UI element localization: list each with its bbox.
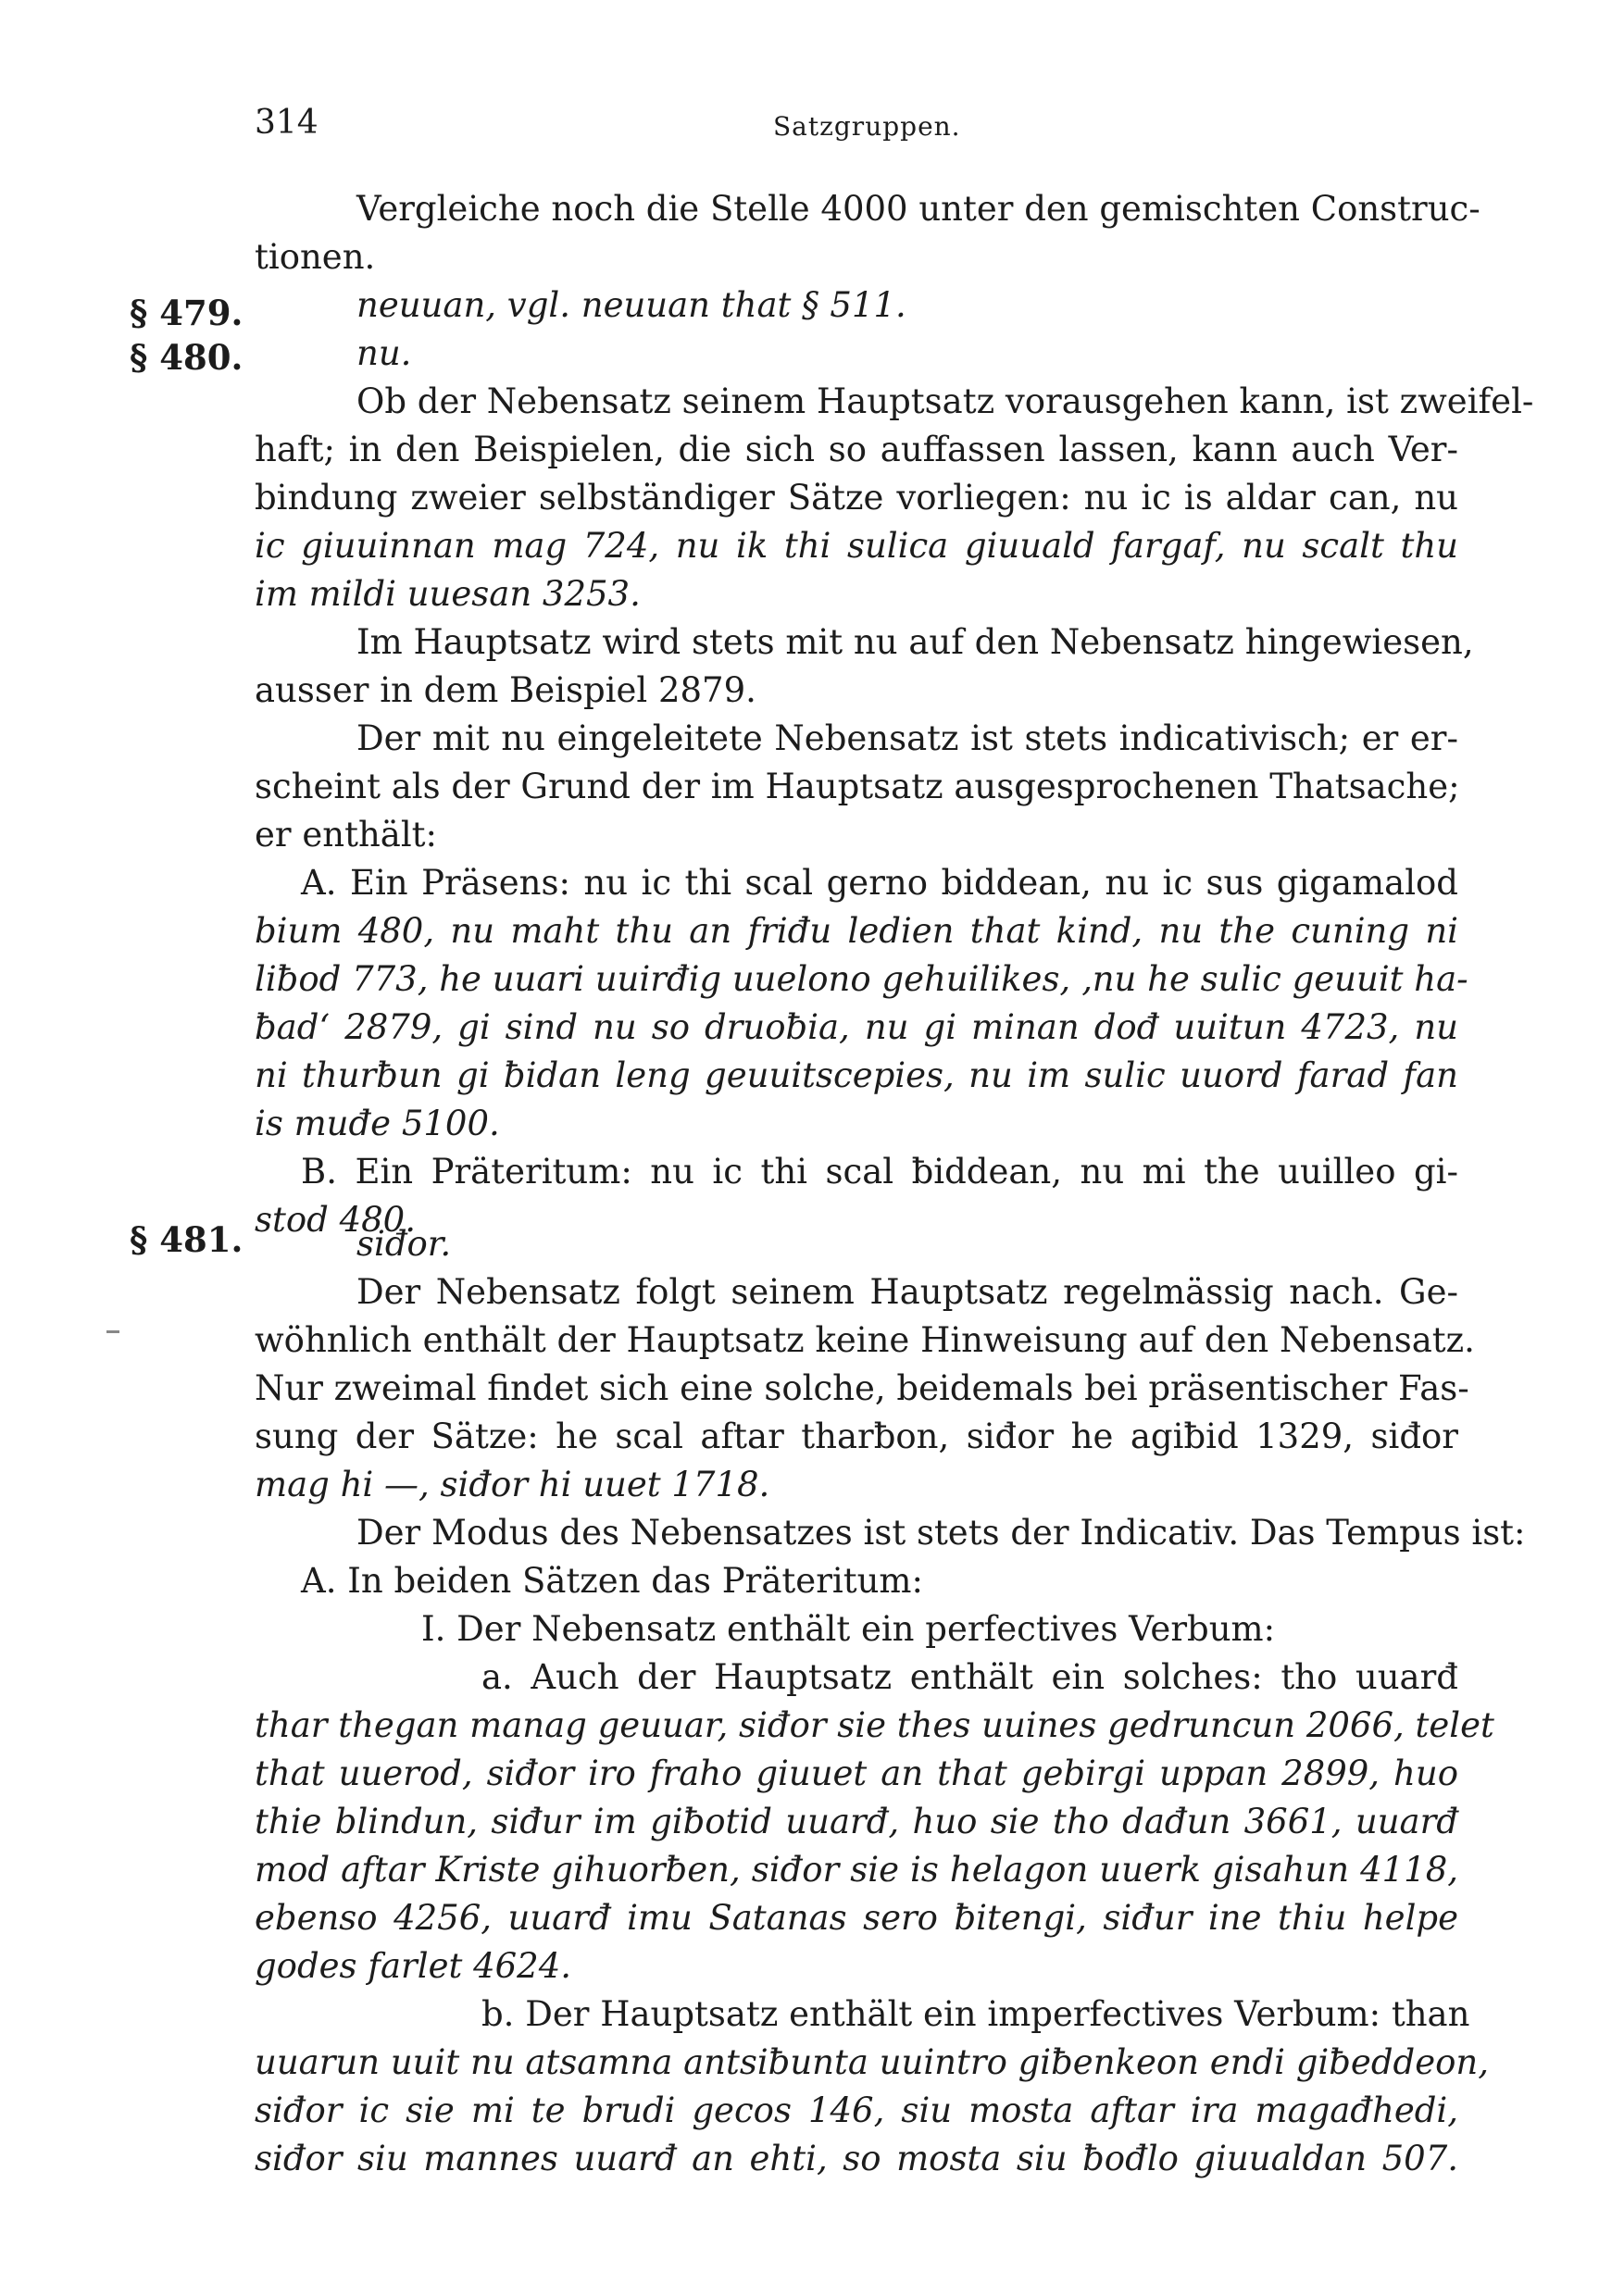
text-line: im mildi uuesan 3253. [255,574,641,614]
text-line: is muđe 5100. [255,1104,500,1143]
text-line: a. Auch der Hauptsatz enthält ein solches: tho uuarđ [481,1657,1458,1697]
text-line: godes farlet 4624. [255,1946,572,1986]
text-line: Nur zweimal findet sich eine solche, beidemals bei präsentischer Fas- [255,1368,1469,1408]
text-line: tionen. [255,237,376,277]
text-line: nu. [356,333,412,373]
text-line: sung der Sätze: he scal aftar tharƀon, siđor he agiƀid 1329, siđor [255,1416,1458,1456]
text-line: liƀod 773, he uuari uuirđig uuelono gehuilikes, ‚nu he sulic geuuit ha- [255,959,1468,999]
text-line: that uuerod, siđor iro fraho giuuet an that gebirgi uppan 2899, huo [255,1753,1458,1793]
text-line: thie blindun, siđur im giƀotid uuarđ, huo sie tho dađun 3661, uuarđ [255,1802,1458,1841]
text-line: Im Hauptsatz wird stets mit nu auf den Nebensatz hingewiesen, [356,622,1474,662]
text-line: B. Ein Präteritum: nu ic thi scal ƀiddean, nu mi the uuilleo gi- [301,1152,1458,1192]
page-number: 314 [255,104,319,142]
text-line: I. Der Nebensatz enthält ein perfectives Verbum: [421,1609,1276,1649]
section-marker-481: § 481. [130,1219,244,1260]
text-line: haft; in den Beispielen, die sich so auffassen lassen, kann auch Ver- [255,430,1458,469]
text-line: ƀad‘ 2879, gi sind nu so druoƀia, nu gi minan dođ uuitun 4723, nu [255,1007,1458,1047]
text-line: Der Modus des Nebensatzes ist stets der Indicativ. Das Tempus ist: [356,1513,1526,1553]
text-line: ebenso 4256, uuarđ imu Satanas sero ƀitengi, siđur ine thiu helpe [255,1898,1458,1938]
text-line: Vergleiche noch die Stelle 4000 unter den gemischten Construc- [356,189,1480,229]
text-line: ic giuuinnan mag 724, nu ik thi sulica giuuald fargaf, nu scalt thu [255,526,1458,566]
text-line: er enthält: [255,815,437,855]
text-line: wöhnlich enthält der Hauptsatz keine Hinweisung auf den Nebensatz. [255,1320,1475,1360]
text-line: Ob der Nebensatz seinem Hauptsatz vorausgehen kann, ist zweifel- [356,381,1534,421]
text-line: Der mit nu eingeleitete Nebensatz ist stets indicativisch; er er- [356,718,1458,758]
text-line: A. In beiden Sätzen das Präteritum: [301,1561,923,1601]
text-line: A. Ein Präsens: nu ic thi scal gerno biddean, nu ic sus gigamalod [301,863,1458,903]
text-line: bium 480, nu maht thu an friđu ledien that kind, nu the cuning ni [255,911,1458,951]
page-header [255,104,1439,159]
text-line: uuarun uuit nu atsamna antsiƀunta uuintro giƀenkeon endi giƀeddeon, [255,2042,1489,2082]
section-marker-480: § 480. [130,337,244,378]
text-line: siđor. [356,1224,452,1264]
text-line: ni thurƀun gi ƀidan leng geuuitscepies, nu im sulic uuord farad fan [255,1055,1458,1095]
text-line: stod 480. [255,1200,416,1240]
text-line: scheint als der Grund der im Hauptsatz ausgesprochenen Thatsache; [255,767,1460,806]
running-title: Satzgruppen. [773,111,961,142]
text-line: siđor ic sie mi te brudi gecos 146, siu mosta aftar ira magađhedi, [255,2090,1458,2130]
text-line: b. Der Hauptsatz enthält ein imperfectives Verbum: than [481,1994,1470,2034]
text-line: Der Nebensatz folgt seinem Hauptsatz regelmässig nach. Ge- [356,1272,1458,1312]
text-line: neuuan, vgl. neuuan that § 511. [356,285,906,325]
text-line: mag hi —, siđor hi uuet 1718. [255,1465,770,1504]
text-line: ausser in dem Beispiel 2879. [255,670,756,710]
text-line: thar thegan manag geuuar, siđor sie thes uuines gedruncun 2066, telet [255,1705,1494,1745]
text-line: bindung zweier selbständiger Sätze vorliegen: nu ic is aldar can, nu [255,478,1458,518]
margin-mark [106,1330,119,1333]
text-line: siđor siu mannes uuarđ an ehti, so mosta siu ƀođlo giuualdan 507. [255,2139,1458,2178]
section-marker-479: § 479. [130,293,244,333]
text-line: mod aftar Kriste gihuorƀen, siđor sie is helagon uuerk gisahun 4118, [255,1850,1458,1890]
